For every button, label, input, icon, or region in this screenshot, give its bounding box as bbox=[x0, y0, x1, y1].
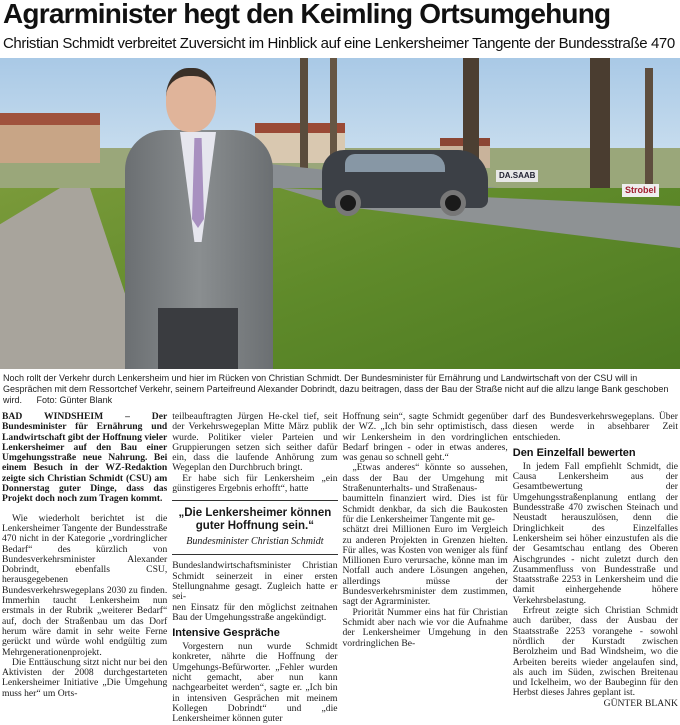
tree bbox=[330, 58, 337, 158]
paragraph: „Etwas anderes“ könnte so aussehen, dass der Bau der Umgehung mit Straßenunterhalts- und Straßenaus- bbox=[342, 462, 508, 495]
paragraph: Vorgestern nun wurde Schmidt konkreter, nährte die Hoffnung der Umgehungs-Befürworter. „Fehler wurden nicht gemacht, aber nun kann nachgearbeitet werden“, sagte er. „Ich bin in intensiven Gesprächen mit meinem Kollegen Dobrindt“ und „die Lenkersheimer können guter bbox=[172, 641, 338, 725]
tree bbox=[645, 68, 653, 198]
column-2 bbox=[172, 412, 337, 725]
paragraph: baumitteln finanziert wird. Dies ist für Schmidt denkbar, da sich die Baukosten für die Lenkersheimer Tangente mit ge- bbox=[342, 493, 508, 525]
car-windows bbox=[345, 154, 445, 172]
article-photo bbox=[0, 58, 680, 369]
pull-quote-text: „Die Lenkersheimer können guter Hoffnung sein.“ bbox=[178, 507, 332, 533]
paragraph: Erfreut zeigte sich Christian Schmidt auch darüber, dass der Ausbau der Staatsstraße 2253 vorangehe - sowohl nördlich der Kurstadt zwischen Berolzheim und Bad Windsheim, wo die Arbeiten bereits wieder angelaufen sind, als auch im Süden, zwischen Breitenau und Ickelheim, wo der Baubeginn für den Herbst dieses Jahres geplant ist. bbox=[512, 605, 678, 699]
pull-quote-attribution: Bundesminister Christian Schmidt bbox=[186, 536, 324, 548]
paragraph: Hoffnung sein“, sagte Schmidt gegenüber der WZ. „Ich bin sehr optimistisch, dass wir Lenkersheim in den vordringlichen Bedarf bringen - oder in etwas anderes, was genau so schnell geht.“ bbox=[342, 411, 508, 464]
photo-credit: Foto: Günter Blank bbox=[36, 395, 113, 405]
headline: Agrarminister hegt den Keimling Ortsumgehung bbox=[3, 0, 611, 29]
author: GÜNTER BLANK bbox=[603, 697, 678, 709]
sign: Strobel bbox=[622, 184, 659, 197]
paragraph: Bundeslandwirtschaftsminister Christian Schmidt seinerzeit in einer ersten Stellungnahme gesagt. Zugleich hatte er sei- bbox=[172, 560, 338, 603]
car-wheel bbox=[335, 190, 361, 216]
pull-quote bbox=[172, 500, 337, 555]
paragraph: Priorität Nummer eins hat für Christian Schmidt aber nach wie vor die Aufnahme der Lenkersheimer Umgehung in den vordringlichen Be- bbox=[342, 606, 508, 649]
sign: DA.SAAB bbox=[496, 170, 538, 182]
article-text-area bbox=[0, 373, 680, 725]
paragraph: nen Einsatz für den möglichst zeitnahen Bau der Umgehungsstraße angekündigt. bbox=[172, 601, 338, 623]
paragraph: Er habe sich für Lenkersheim „ein günstigeres Ergebnis erhofft“, hatte bbox=[172, 472, 338, 495]
house bbox=[0, 113, 100, 163]
paragraph: Wie wiederholt berichtet ist die Lenkersheimer Tangente der Bundesstraße 470 nicht in der Kategorie „vordringlicher Bedarf“ des kürzlich von Bundesverkehrsminister Alexander Dobrindt, ebenfalls CSU, herausgegebenen Bundesverkehrswegeplans 2030 zu finden. Immerhin taucht Lenkersheim nun erstmals in der Rubrik „weiterer Bedarf“ auf, doch der Straßenbau um das Dorf herum wäre damit in sehr weite Ferne gerückt und würde wohl endgültig zum Mehrgenerationenprojekt. bbox=[2, 512, 168, 658]
paragraph: Die Enttäuschung sitzt nicht nur bei den Aktivisten der 2008 durchgestarteten Lenkersheimer Initiative „Die Umgehung muss her“ um Orts- bbox=[2, 656, 168, 699]
subheading: Intensive Gespräche bbox=[172, 627, 280, 640]
article-lead: BAD WINDSHEIM – Der Bundesminister für Ernährung und Landwirtschaft gibt der Hoffnung vieler Lenkersheimer auf den Bau einer Umgehungsstraße neue Nahrung. Bei einem Besuch in der WZ-Redaktion zeigte sich Christian Schmidt (CSU) am Donnerstag guter Dinge, dass das Projekt doch noch zum Tragen kommt. bbox=[2, 411, 168, 505]
man-head bbox=[166, 68, 216, 132]
man-trousers bbox=[158, 308, 238, 369]
subheading: Den Einzelfall bewerten bbox=[512, 446, 636, 459]
paragraph: darf des Bundesverkehrswegeplans. Über diesen werde in absehbarer Zeit entschieden. bbox=[512, 411, 678, 443]
column-1 bbox=[2, 412, 167, 725]
article-columns bbox=[0, 406, 680, 725]
caption-text: Noch rollt der Verkehr durch Lenkersheim und hier im Rücken von Christian Schmidt. Der Bundesminister für Ernährung und Landwirtschaft von der CSU will in Gesprächen mit dem Ressortchef Verkehr, seinem Parteifreund Alexander Dobrindt, dazu beitragen, dass der Bau der Straße nicht auf die allzu lange Bank geschoben wird. bbox=[3, 373, 669, 405]
column-3 bbox=[343, 412, 508, 725]
paragraph: schätzt drei Millionen Euro im Vergleich zu anderen Projekten in Grenzen hielten. Für alles, was Kosten von weniger als fünf Millionen Euro verursache, könne man im Notfall auch andere Lösungen angehen, allerdings müsse der Bundesverkehrsminister dem zustimmen, sagt der Agrarminister. bbox=[342, 524, 508, 608]
paragraph: In jedem Fall empfiehlt Schmidt, die Causa Lenkersheim aus der Gesamtbewertung der Umgehungsstraßenplanung entlang der Bundesstraße 470 zwischen Steinach und Neustadt herauszulösen, denn die Dringlichkeit des Einzelfalles Lenkersheim sei höher einzustufen als die der Gesamtschau entlang des Oberen Aischgrundes - nicht zuletzt durch den Zusammenfluss von Bundesstraße und Staatsstraße 2253 in Lenkersheim und die damit einhergehende höhere Verkehrsbelastung. bbox=[512, 460, 678, 606]
paragraph: teilbeauftragten Jürgen He-ckel tief, seit der Verkehrswegeplan Mitte März publik wurde. Politiker vieler Parteien und Gruppierungen setzen sich seither dafür ein, dass die laufende Anhörung zum Wegeplan den Durchbruch bringt. bbox=[172, 411, 338, 474]
photo-caption bbox=[0, 373, 680, 406]
tree bbox=[300, 58, 308, 168]
column-4 bbox=[513, 412, 678, 725]
tree bbox=[590, 58, 610, 208]
subtitle: Christian Schmidt verbreitet Zuversicht im Hinblick auf eine Lenkersheimer Tangente der Bundesstraße 470 bbox=[3, 35, 675, 52]
car-wheel bbox=[440, 190, 466, 216]
